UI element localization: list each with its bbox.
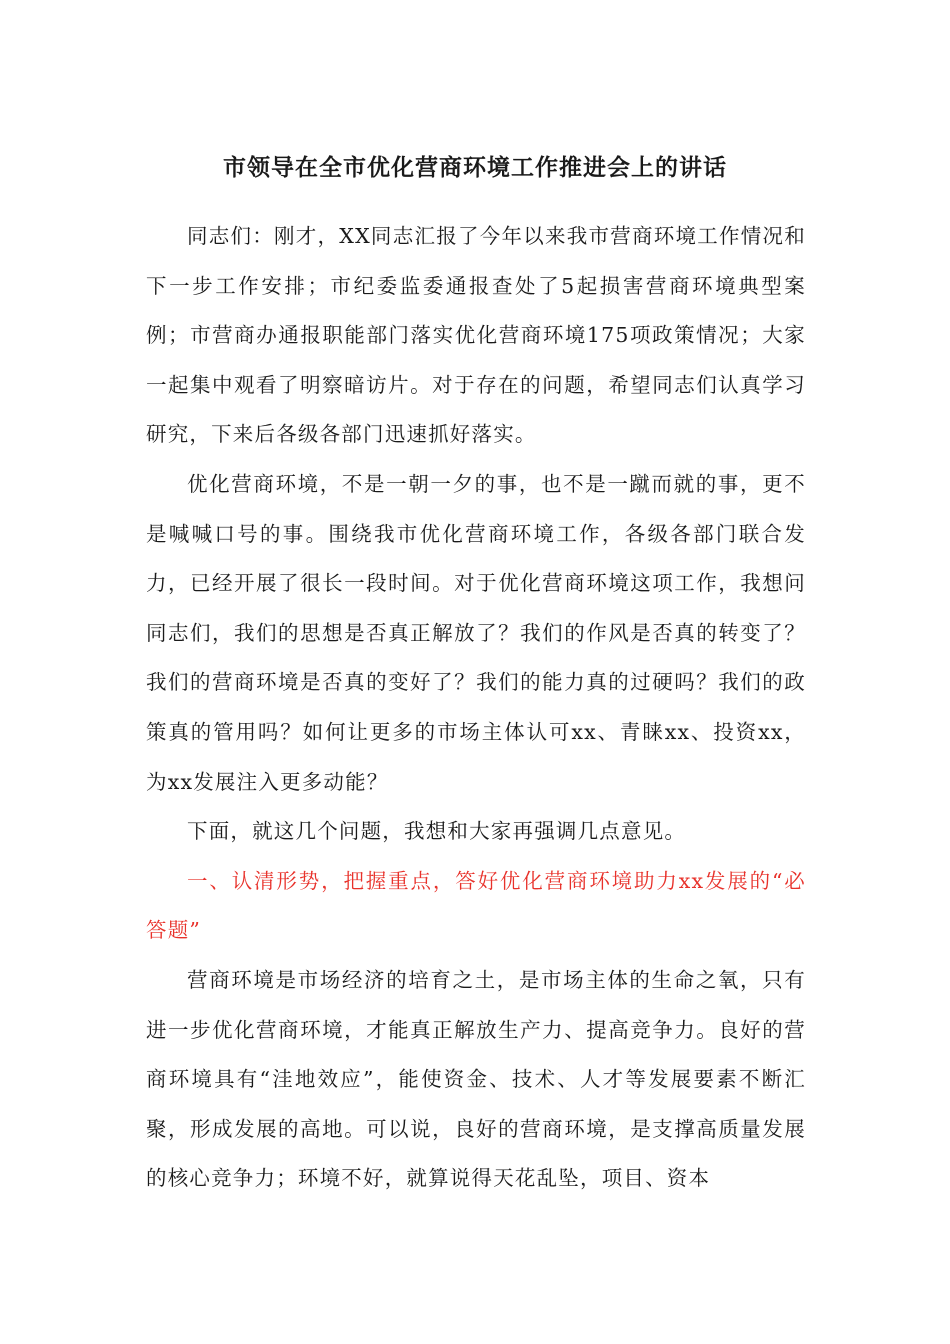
paragraph-opening: 同志们：刚才，XX同志汇报了今年以来我市营商环境工作情况和下一步工作安排；市纪委监委通报查处了5起损害营商环境典型案例；市营商办通报职能部门落实优化营商环境175项政策情况；大家一起集中观看了明察暗访片。对于存在的问题，希望同志们认真学习研究，下来后各级各部门迅速抓好落实。 xyxy=(146,224,806,447)
paragraph-questions: 优化营商环境，不是一朝一夕的事，也不是一蹴而就的事，更不是喊喊口号的事。围绕我市优化营商环境工作，各级各部门联合发力，已经开展了很长一段时间。对于优化营商环境这项工作，我想问同志们，我们的思想是否真正解放了？我们的作风是否真的转变了？我们的营商环境是否真的变好了？我们的能力真的过硬吗？我们的政策真的管用吗？如何让更多的市场主体认可xx、青睐xx、投资xx，为xx发展注入更多动能？ xyxy=(146,471,806,794)
document-title: 市领导在全市优化营商环境工作推进会上的讲话 xyxy=(223,154,727,181)
paragraph-section-one: 营商环境是市场经济的培育之土，是市场主体的生命之氧，只有进一步优化营商环境，才能真正解放生产力、提高竞争力。良好的营商环境具有“洼地效应”，能使资金、技术、人才等发展要素不断汇聚，形成发展的高地。可以说，良好的营商环境，是支撑高质量发展的核心竞争力；环境不好，就算说得天花乱坠，项目、资本 xyxy=(146,967,806,1191)
paragraph-transition: 下面，就这几个问题，我想和大家再强调几点意见。 xyxy=(187,819,687,844)
section-heading: 一、认清形势，把握重点，答好优化营商环境助力xx发展的“必答题” xyxy=(146,868,806,943)
document-body xyxy=(146,212,806,1204)
